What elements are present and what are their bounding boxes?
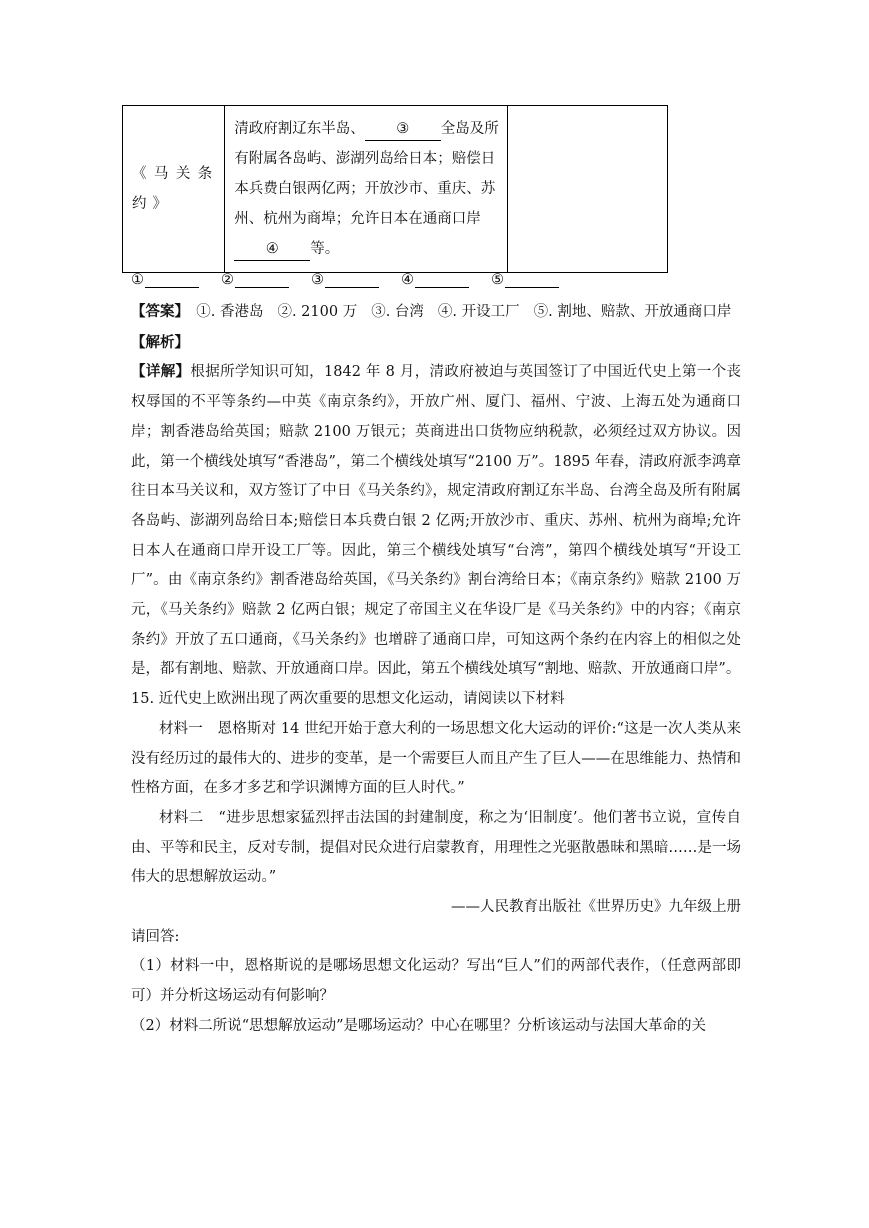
answer-item-4: ④. 开设工厂 — [437, 304, 520, 320]
blank-1 — [131, 272, 199, 288]
question-15-stem: 15. 近代史上欧洲出现了两次重要的思想文化运动，请阅读以下材料 — [131, 691, 565, 708]
detail-label: 【详解】 — [131, 363, 191, 381]
content-part3: 等。 — [310, 241, 340, 257]
analysis-label: 【解析】 — [131, 333, 189, 351]
treaty-table — [122, 105, 668, 273]
treaty-name-cell — [123, 106, 225, 273]
material-source: ——人民教育出版社《世界历史》九年级上册 — [451, 899, 741, 916]
sub-question-2: （2）材料二所说“思想解放运动”是哪场运动？中心在哪里？分析该运动与法国大革命的关 — [131, 1017, 707, 1034]
answer-item-5: ⑤. 割地、赔款、开放通商口岸 — [533, 304, 732, 320]
treaty-empty-cell — [508, 106, 668, 273]
treaty-content-cell — [225, 106, 508, 273]
answer-item-2: ②. 2100 万 — [277, 304, 358, 320]
answer-blanks-row — [131, 272, 559, 288]
blank-2 — [221, 272, 289, 288]
answer-paragraph — [131, 297, 741, 328]
answer-label: 【答案】 — [131, 303, 182, 320]
blank-5 — [491, 272, 559, 288]
detail-paragraph — [131, 357, 741, 685]
blank-1-label: ① — [131, 272, 144, 288]
table-row — [123, 106, 668, 273]
content-part2: 全岛及所有附属各岛屿、澎湖列岛给日本；赔偿日本兵费白银两亿两；开放沙市、重庆、苏州、杭州为商埠；允许日本在通商口岸 — [234, 121, 499, 227]
material-2: 材料二 “进步思想家猛烈抨击法国的封建制度，称之为‘旧制度’。他们著书立说，宣传自由、平等和民主，反对专制，提倡对民众进行启蒙教育，用理性之光驱散愚昧和黑暗……是一场伟大的思想解放运动。” — [131, 809, 741, 886]
answer-prompt: 请回答: — [131, 928, 180, 945]
treaty-name: 《马关条约》 — [132, 166, 219, 212]
blank-3-label: ③ — [311, 272, 324, 288]
blank-2-label: ② — [221, 272, 234, 288]
blank-3-inline: ③ — [365, 118, 441, 141]
blank-3 — [311, 272, 379, 288]
blank-4-label: ④ — [401, 272, 414, 288]
content-part1: 清政府割辽东半岛、 — [234, 121, 365, 137]
answer-item-1: ①. 香港岛 — [196, 304, 264, 320]
sub-question-1: （1）材料一中，恩格斯说的是哪场思想文化运动？写出“巨人”们的两部代表作，（任意两部即可）并分析这场运动有何影响？ — [131, 958, 741, 1005]
detail-text: 根据所学知识可知，1842 年 8 月，清政府被迫与英国签订了中国近代史上第一个丧权辱国的不平等条约—中英《南京条约》，开放广州、厦门、福州、宁波、上海五处为通商口岸；割香港岛给英国；赔款 2100 万银元；英商进出口货物应纳税款，必须经过双方协议。因此，第一个横线处填写“香港岛”，第二个横线处填写“2100 万”。1895 年春，清政府派李鸿章往日本马关议和，双方签订了中日《马关条约》，规定清政府割辽东半岛、台湾全岛及所有附属各岛屿、澎湖列岛给日本;赔偿日本兵费白银 2 亿两;开放沙市、重庆、苏州、杭州为商埠;允许日本人在通商口岸开设工厂等。因此，第三个横线处填写“台湾”，第四个横线处填写“开设工厂”。由《南京条约》割香港岛给英国，《马关条约》割台湾给日本；《南京条约》赔款 2100 万元，《马关条约》赔款 2 亿两白银；规定了帝国主义在华设厂是《马关条约》中的内容；《南京条约》开放了五口通商，《马关条约》也增辟了通商口岸，可知这两个条约在内容上的相似之处是，都有割地、赔款、开放通商口岸。因此，第五个横线处填写“割地、赔款、开放通商口岸”。 — [131, 364, 741, 678]
blank-4-inline: ④ — [234, 238, 310, 261]
answer-item-3: ③. 台湾 — [371, 304, 424, 320]
material-1: 材料一 恩格斯对 14 世纪开始于意大利的一场思想文化大运动的评价:“这是一次人类从来没有经历过的最伟大的、进步的变革，是一个需要巨人而且产生了巨人——在思维能力、热情和性格方面，在多才多艺和学识渊博方面的巨人时代。” — [131, 720, 741, 797]
answer-section — [131, 297, 741, 1042]
blank-5-label: ⑤ — [491, 272, 504, 288]
blank-4 — [401, 272, 469, 288]
